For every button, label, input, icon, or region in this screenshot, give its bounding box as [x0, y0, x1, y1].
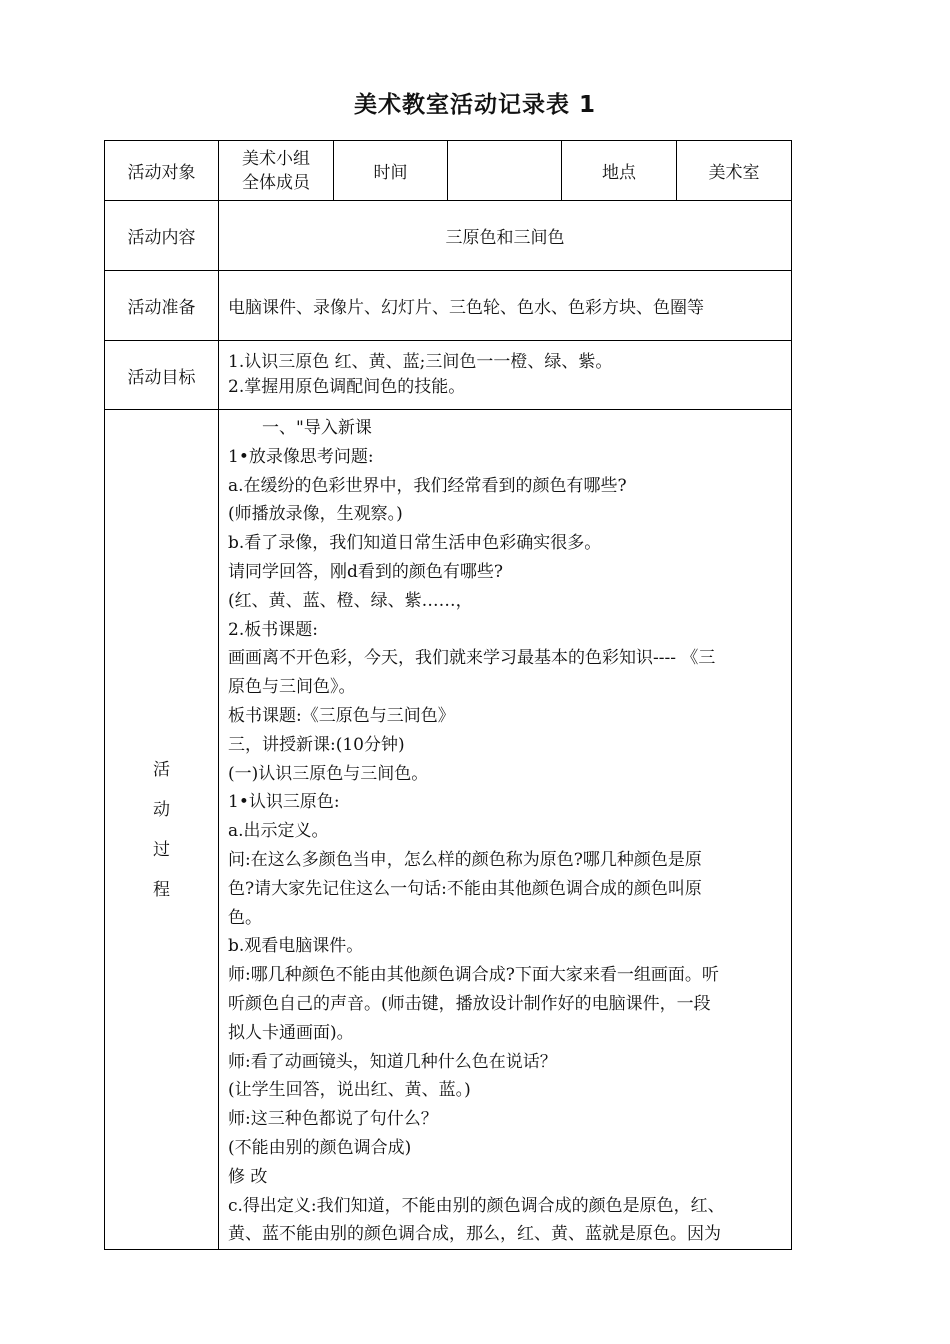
process-line: 师:这三种色都说了句什么？	[228, 1109, 438, 1130]
prep-label: 活动准备	[105, 271, 219, 341]
process-line: 1•放录像思考问题:	[228, 446, 374, 467]
process-label-char: 动	[153, 799, 170, 820]
process-line: 色。	[228, 907, 262, 928]
content-row	[105, 201, 792, 271]
goal-label: 活动目标	[105, 341, 219, 410]
header-row	[105, 141, 792, 201]
process-label-char: 活	[153, 759, 170, 780]
process-row	[105, 410, 792, 1250]
process-line: 修 改	[228, 1166, 268, 1187]
prep-value: 电脑课件、录像片、幻灯片、三色轮、色水、色彩方块、色圈等	[219, 271, 792, 341]
prep-row	[105, 271, 792, 341]
goal-line: 2.掌握用原色调配间色的技能。	[228, 377, 466, 397]
process-line: 板书课题:《三原色与三间色》	[228, 705, 455, 726]
goal-value	[219, 341, 792, 410]
target-value	[219, 141, 334, 201]
process-line: 黄、蓝不能由别的颜色调合成，那么，红、黄、蓝就是原色。因为	[228, 1224, 721, 1245]
process-line: 三，讲授新课:(10分钟)	[228, 734, 405, 755]
process-line: 师:看了动画镜头，知道几种什么色在说话？	[228, 1051, 557, 1072]
process-line: b.观看电脑课件。	[228, 936, 364, 957]
process-line: 2.板书课题:	[228, 619, 318, 640]
goal-line: 1.认识三原色 红、黄、蓝;三间色一一橙、绿、紫。	[228, 352, 613, 372]
target-value-line2: 全体成员	[242, 172, 310, 193]
process-line: (不能由别的颜色调合成)	[228, 1137, 412, 1158]
process-label	[105, 410, 219, 1250]
process-label-char: 过	[153, 839, 170, 860]
page-title: 美术教室活动记录表 1	[353, 92, 596, 118]
content-value: 三原色和三间色	[219, 201, 792, 271]
place-value: 美术室	[677, 141, 792, 201]
target-value-line1: 美术小组	[242, 148, 310, 169]
process-line: (师播放录像，生观察。)	[228, 504, 403, 525]
process-line: c.得出定义:我们知道，不能由别的颜色调合成的颜色是原色，红、	[228, 1195, 725, 1216]
place-label: 地点	[562, 141, 677, 201]
process-line: a.出示定义。	[228, 821, 329, 842]
time-value	[448, 141, 562, 201]
activity-record-table	[104, 140, 792, 1250]
process-line: 色?请大家先记住这么一句话:不能由其他颜色调合成的颜色叫原	[228, 878, 702, 899]
process-line: 一、"导入新课	[228, 418, 372, 438]
process-label-char: 程	[153, 879, 170, 900]
process-line: 原色与三间色》。	[228, 677, 356, 698]
process-line: 问:在这么多颜色当申，怎么样的颜色称为原色?哪几种颜色是原	[228, 849, 702, 870]
process-line: 请同学回答，刚d看到的颜色有哪些?	[228, 561, 503, 582]
process-content	[219, 410, 792, 1250]
process-line: 1•认识三原色:	[228, 792, 340, 813]
target-label: 活动对象	[105, 141, 219, 201]
process-line: 师:哪几种颜色不能由其他颜色调合成?下面大家来看一组画面。听	[228, 965, 719, 986]
process-line: 听颜色自己的声音。(师击键，播放设计制作好的电脑课件，一段	[228, 993, 711, 1014]
process-line: 画画离不开色彩，今天，我们就来学习最基本的色彩知识---- 《三	[228, 648, 716, 669]
goal-row	[105, 341, 792, 410]
process-line: (红、黄、蓝、橙、绿、紫……，	[228, 590, 473, 611]
process-line: b.看了录像，我们知道日常生活申色彩确实很多。	[228, 533, 602, 554]
process-line: 拟人卡通画面)。	[228, 1022, 354, 1043]
process-line: a.在缓纷的色彩世界中，我们经常看到的颜色有哪些?	[228, 475, 627, 496]
time-label: 时间	[334, 141, 448, 201]
process-line: (让学生回答，说出红、黄、蓝。)	[228, 1080, 471, 1101]
content-label: 活动内容	[105, 201, 219, 271]
process-line: (一)认识三原色与三间色。	[228, 763, 429, 784]
